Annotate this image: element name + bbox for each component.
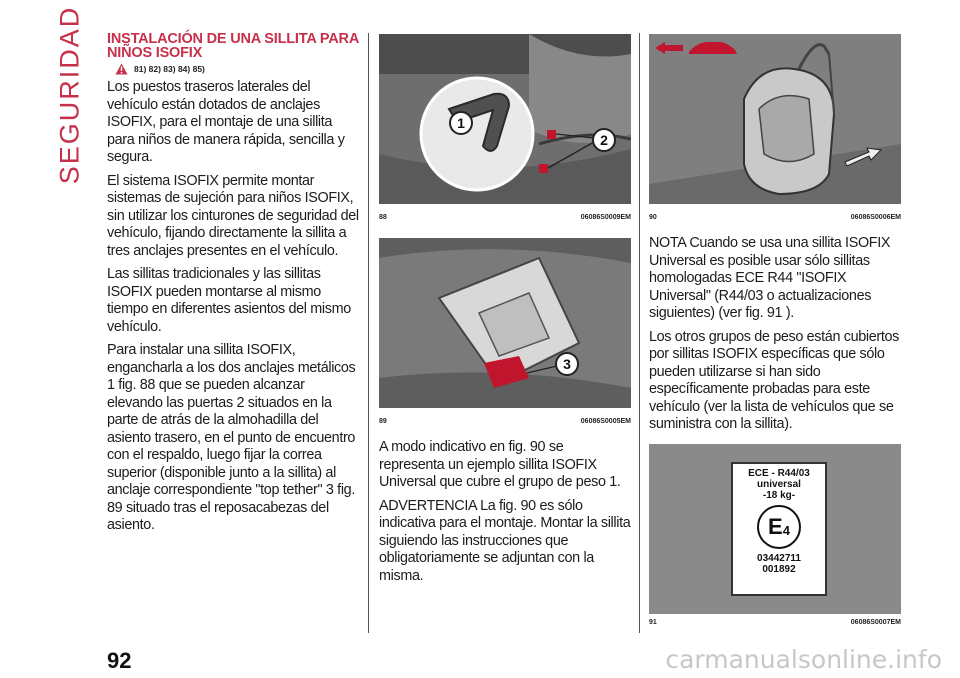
warning-row <box>115 63 360 75</box>
figure-number: 89 <box>379 418 387 425</box>
figure-caption-90 <box>649 214 901 221</box>
column-divider-right <box>639 33 640 633</box>
figure-91 <box>649 444 901 614</box>
figure-89 <box>379 238 631 413</box>
paragraph: ADVERTENCIA La fig. 90 es sólo indicativa para el montaje. Montar la sillita siguiendo las instrucciones que obligatoriamente se adjuntan con la misma. <box>379 497 631 584</box>
figure-number: 90 <box>649 214 657 221</box>
figure-88 <box>379 34 631 209</box>
approval-mark-letter: E <box>768 513 783 539</box>
column-divider-left <box>368 33 369 633</box>
figure-caption-88 <box>379 214 631 221</box>
figure-90 <box>649 34 901 209</box>
page-heading: INSTALACIÓN DE UNA SILLITA PARA NIÑOS ISOFIX <box>107 31 359 61</box>
column-2 <box>379 34 631 591</box>
approval-line-3: -18 kg- <box>762 489 796 501</box>
callout-3: 3 <box>563 356 571 372</box>
paragraph: Los otros grupos de peso están cubiertos por sillitas ISOFIX específicas que sólo pueden utilizarse si han sido específicamente probadas para este vehículo (ver la lista de vehículos que se suministra con la sillita). <box>649 328 899 432</box>
warning-references: 81) 82) 83) 84) 85) <box>134 64 205 74</box>
approval-label <box>731 462 827 596</box>
callout-1: 1 <box>457 115 465 131</box>
paragraph: Para instalar una sillita ISOFIX, engancharla a los dos anclajes metálicos 1 fig. 88 que se pueden alcanzar elevando las puertas 2 situados en la parte de atrás de la almohadilla del asiento trasero, en el punto de encuentro con el respaldo, luego fijar la correa superior (disponible junto a la sillita) al anclaje correspondiente "top tether" 3 fig. 89 situado tras el reposacabezas del asiento. <box>107 342 356 533</box>
paragraph: NOTA Cuando se usa una sillita ISOFIX Universal es posible usar sólo sillitas homologadas ECE R44 "ISOFIX Universal" (R44/03 o actualizaciones siguientes) (ver fig. 91 ). <box>649 235 891 321</box>
approval-mark-number: 4 <box>782 522 790 538</box>
figure-code: 06086S0006EM <box>850 214 901 221</box>
column-1 <box>107 30 360 541</box>
approval-line-2: universal <box>757 478 801 490</box>
paragraph: A modo indicativo en fig. 90 se representa un ejemplo sillita ISOFIX Universal que cubre el grupo de peso 1. <box>379 439 621 490</box>
paragraph: Los puestos traseros laterales del vehículo están dotados de anclajes ISOFIX, para el montaje de una sillita para niños de manera rápida, sencilla y segura. <box>107 79 345 165</box>
column-3 <box>649 34 901 626</box>
approval-number-2: 001892 <box>762 563 796 575</box>
figure-code: 06086S0009EM <box>580 214 631 221</box>
section-label: SEGURIDAD <box>54 5 85 185</box>
section-tab <box>54 5 85 185</box>
paragraph: Las sillitas tradicionales y las sillitas ISOFIX pueden montarse al mismo tiempo en diferentes asientos del mismo vehículo. <box>107 266 351 335</box>
figure-number: 88 <box>379 214 387 221</box>
column-3-text <box>649 235 901 434</box>
isofix-anchors-illustration <box>379 34 631 204</box>
watermark: carmanualsonline.info <box>665 645 942 674</box>
column-2-text <box>379 439 631 585</box>
paragraph: El sistema ISOFIX permite montar sistemas de sujeción para niños ISOFIX, sin utilizar los cinturones de seguridad del vehículo, fijando directamente la sillita a tres anclajes presentes en el vehículo. <box>107 172 359 259</box>
figure-number: 91 <box>649 618 657 626</box>
figure-code: 06086S0007EM <box>850 618 901 626</box>
figure-code: 06086S0005EM <box>580 418 631 425</box>
top-tether-illustration <box>379 238 631 408</box>
approval-line-1: ECE - R44/03 <box>748 467 810 479</box>
child-seat-illustration <box>649 34 901 204</box>
callout-2: 2 <box>600 132 608 148</box>
figure-caption-89 <box>379 418 631 425</box>
warning-icon <box>115 63 128 75</box>
approval-number-1: 03442711 <box>757 552 801 564</box>
page-number: 92 <box>107 648 132 673</box>
figure-caption-91 <box>649 619 901 626</box>
approval-mark <box>757 505 801 549</box>
